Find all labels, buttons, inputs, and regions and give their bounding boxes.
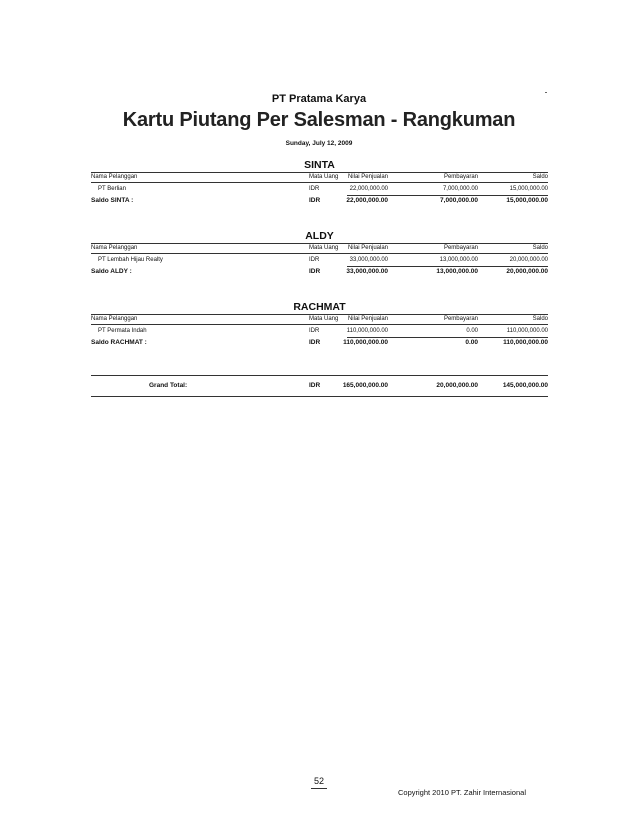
sales-value: 110,000,000.00 xyxy=(346,328,388,334)
balance-value: 20,000,000.00 xyxy=(509,257,548,263)
salesman-section-rachmat xyxy=(91,300,548,349)
subtotal-label: Saldo RACHMAT : xyxy=(91,339,147,346)
sales-total: 110,000,000.00 xyxy=(343,339,388,346)
balance-total: 20,000,000.00 xyxy=(506,268,548,275)
table-row xyxy=(91,183,548,195)
col-header-payment: Pembayaran xyxy=(443,245,478,251)
currency: IDR xyxy=(309,186,320,192)
balance-value: 110,000,000.00 xyxy=(506,328,548,334)
salesman-name: SINTA xyxy=(304,159,335,171)
col-header-balance: Saldo xyxy=(532,245,548,251)
table-row xyxy=(91,254,548,266)
currency: IDR xyxy=(309,268,321,275)
col-header-sales: Nilai Penjualan xyxy=(347,245,388,251)
grand-total-payment: 20,000,000.00 xyxy=(436,382,478,389)
table-header xyxy=(91,314,548,325)
payment-value: 13,000,000.00 xyxy=(439,257,478,263)
subtotal-row xyxy=(91,195,548,207)
salesman-section-aldy xyxy=(91,229,548,278)
col-header-payment: Pembayaran xyxy=(443,316,478,322)
currency: IDR xyxy=(309,197,321,204)
col-header-sales: Nilai Penjualan xyxy=(347,316,388,322)
col-header-payment: Pembayaran xyxy=(443,174,478,180)
currency: IDR xyxy=(309,339,321,346)
customer-name: PT Lembah Hijau Realty xyxy=(98,257,163,263)
col-header-currency: Mata Uang xyxy=(309,316,339,322)
balance-total: 110,000,000.00 xyxy=(503,339,548,346)
report-date: Sunday, July 12, 2009 xyxy=(285,140,353,147)
col-header-name: Nama Pelanggan xyxy=(91,245,138,251)
grand-total-sales: 165,000,000.00 xyxy=(342,382,388,389)
customer-name: PT Berlian xyxy=(98,186,126,192)
salesman-section-sinta xyxy=(91,158,548,207)
balance-value: 15,000,000.00 xyxy=(509,186,548,192)
grand-total-currency: IDR xyxy=(309,382,321,389)
col-header-balance: Saldo xyxy=(532,316,548,322)
grand-total-balance: 145,000,000.00 xyxy=(502,382,548,389)
salesman-name: ALDY xyxy=(305,230,334,242)
payment-value: 7,000,000.00 xyxy=(442,186,478,192)
currency: IDR xyxy=(309,257,320,263)
payment-total: 7,000,000.00 xyxy=(440,197,478,204)
subtotal-label: Saldo SINTA : xyxy=(91,197,134,204)
payment-total: 13,000,000.00 xyxy=(436,268,478,275)
sales-value: 33,000,000.00 xyxy=(349,257,388,263)
table-row xyxy=(91,325,548,337)
subtotal-row xyxy=(91,337,548,349)
table-header xyxy=(91,172,548,183)
sales-total: 33,000,000.00 xyxy=(346,268,388,275)
payment-value: 0.00 xyxy=(466,328,478,334)
col-header-sales: Nilai Penjualan xyxy=(347,174,388,180)
grand-total-row xyxy=(91,375,548,397)
col-header-currency: Mata Uang xyxy=(309,174,339,180)
table-header xyxy=(91,243,548,254)
subtotal-label: Saldo ALDY : xyxy=(91,268,132,275)
subtotal-row xyxy=(91,266,548,278)
grand-total-label: Grand Total: xyxy=(149,382,188,389)
col-header-name: Nama Pelanggan xyxy=(91,316,138,322)
col-header-balance: Saldo xyxy=(532,174,548,180)
copyright-text: Copyright 2010 PT. Zahir Internasional xyxy=(398,788,526,797)
col-header-currency: Mata Uang xyxy=(309,245,339,251)
customer-name: PT Permata Indah xyxy=(98,328,147,334)
col-header-name: Nama Pelanggan xyxy=(91,174,138,180)
payment-total: 0.00 xyxy=(465,339,478,346)
salesman-name: RACHMAT xyxy=(293,301,346,313)
sales-value: 22,000,000.00 xyxy=(349,186,388,192)
company-name: PT Pratama Karya xyxy=(271,93,367,105)
currency: IDR xyxy=(309,328,320,334)
page-number: 52 xyxy=(313,776,324,786)
balance-total: 15,000,000.00 xyxy=(506,197,548,204)
page-number-rule xyxy=(311,788,327,789)
sales-total: 22,000,000.00 xyxy=(346,197,388,204)
report-title: Kartu Piutang Per Salesman - Rangkuman xyxy=(122,109,516,131)
